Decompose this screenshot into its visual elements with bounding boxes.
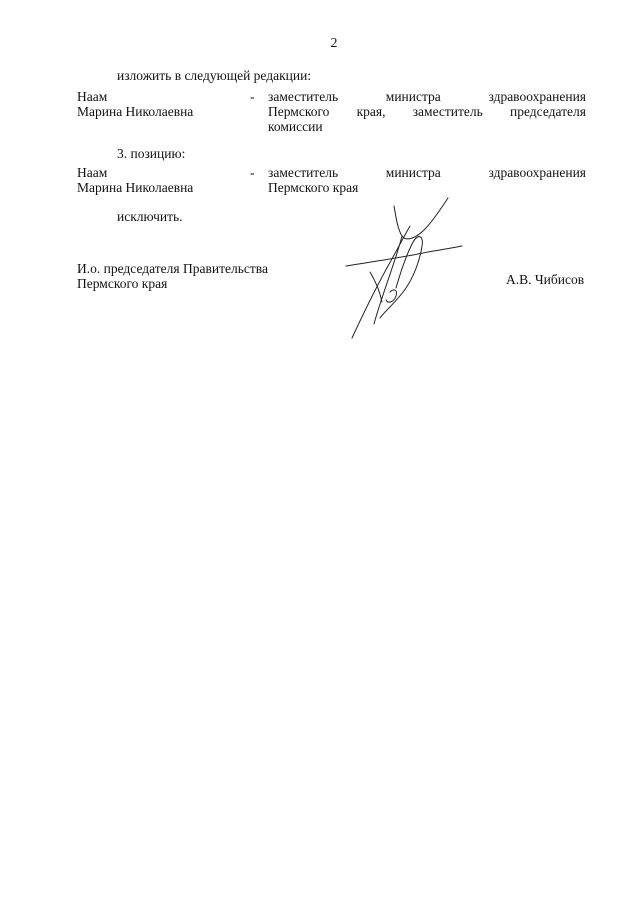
page-number: 2 xyxy=(330,36,338,51)
entry1-position-line1: заместитель министра здравоохранения xyxy=(268,89,586,104)
signatory-title-line2: Пермского края xyxy=(77,276,168,291)
entry2-position-line2: Пермского края xyxy=(268,180,359,195)
entry2-given-names: Марина Николаевна xyxy=(77,180,194,195)
entry1-given-names: Марина Николаевна xyxy=(77,104,194,119)
entry1-surname: Наам xyxy=(77,89,108,104)
entry1-dash: - xyxy=(250,89,255,104)
signatory-title-line1: И.о. председателя Правительства xyxy=(77,261,268,276)
signature-image xyxy=(340,192,470,342)
entry2-dash: - xyxy=(250,165,255,180)
signatory-name: А.В. Чибисов xyxy=(506,272,585,287)
entry1-position-line2: Пермского края, заместитель председателя xyxy=(268,104,586,119)
entry2-surname: Наам xyxy=(77,165,108,180)
exclude-line: исключить. xyxy=(117,209,183,224)
entry1-position-line3: комиссии xyxy=(268,119,323,134)
intro-line: изложить в следующей редакции: xyxy=(117,68,312,83)
entry2-position-line1: заместитель министра здравоохранения xyxy=(268,165,586,180)
item3-label: 3. позицию: xyxy=(117,146,186,161)
